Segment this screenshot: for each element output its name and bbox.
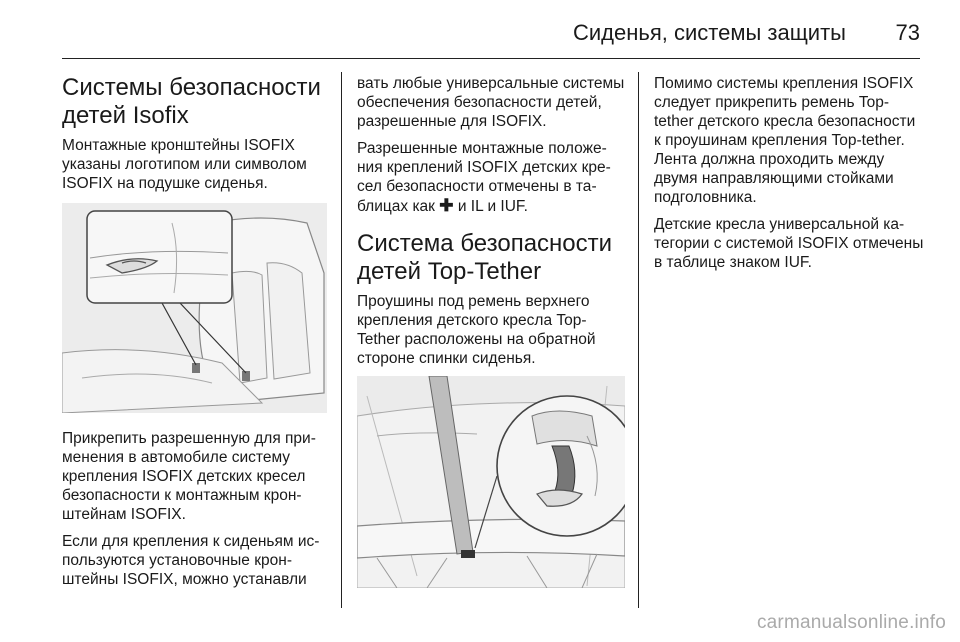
- column-divider: [341, 72, 342, 608]
- section-heading-isofix: Системы безопасности детей Isofix: [62, 74, 321, 129]
- column-2: [357, 74, 625, 588]
- paragraph: Если для крепления к сиденьям используются установочные кронштейны ISOFIX, можно устанавли: [62, 533, 320, 588]
- paragraph: вать любые универсальные системы обеспечения безопасности детей, разрешенные для ISOFIX.: [357, 75, 625, 130]
- page-header: [62, 18, 920, 59]
- column-3: [654, 74, 926, 280]
- column-1: [62, 74, 327, 597]
- paragraph: Детские кресла универсальной категории с системой ISOFIX отмечены в таблице знаком IUF.: [654, 216, 924, 271]
- paragraph: Прикрепить разрешенную для применения в автомобиле систему крепления ISOFIX детских кресел безопасности к монтажным кронштейнам ISOFIX.: [62, 430, 316, 523]
- page-number: 73: [895, 20, 920, 45]
- plus-icon: ✚: [439, 196, 454, 215]
- column-divider: [638, 72, 639, 608]
- paragraph-text: и IL и IUF.: [453, 198, 528, 215]
- top-tether-illustration: [357, 376, 625, 588]
- paragraph-text: Разрешенные монтажные положения креплений ISOFIX детских кресел безопасности отмечены в таблицах как: [357, 140, 611, 215]
- paragraph: Проушины под ремень верхнего крепления детского кресла Top-Tether расположены на обратной стороне спинки сиденья.: [357, 293, 596, 367]
- paragraph: Помимо системы крепления ISOFIX следует прикрепить ремень Top-tether детского кресла безопасности к проушинам крепления Top-tether. Лента должна проходить между двумя направляющими стойками подголовника.: [654, 75, 916, 206]
- paragraph: Монтажные кронштейны ISOFIX указаны логотипом или символом ISOFIX на подушке сиденья.: [62, 137, 307, 192]
- isofix-bracket-illustration: [62, 203, 327, 413]
- watermark: carmanualsonline.info: [756, 612, 946, 633]
- header-title: Сиденья, системы защиты: [572, 20, 846, 45]
- section-heading-top-tether: Система безопасности детей Top-Tether: [357, 230, 613, 285]
- paragraph: [357, 139, 625, 216]
